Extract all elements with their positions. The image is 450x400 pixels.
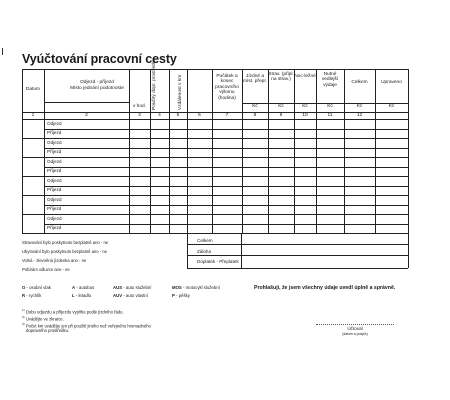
- row-label: Příjezd: [47, 225, 62, 231]
- page-title: Vyúčtování pracovní cesty: [22, 52, 177, 66]
- column-number: 10: [302, 113, 308, 118]
- footnote-3: $^{3)}$ Počet km uvádějte jen při použití jiného než veřejného hromadného: [22, 322, 151, 329]
- table-line: [169, 69, 170, 233]
- legend-aus: AUS - auto služební: [113, 285, 152, 290]
- note-stravovani: Stravování bylo poskytnuto bezplatně ano - ne: [22, 240, 109, 245]
- row-label: Příjezd: [47, 168, 62, 174]
- legend-a: A - autobus: [72, 285, 95, 290]
- table-line: [22, 195, 408, 196]
- table-line: [22, 157, 408, 158]
- column-number: 4: [158, 113, 161, 118]
- table-line: [294, 69, 295, 233]
- column-number: 1: [31, 113, 35, 118]
- table-line: [44, 69, 45, 233]
- footnote-2: $^{2)}$ Uvádějte ve zkratce.: [22, 315, 64, 322]
- column-number: 3: [138, 113, 141, 118]
- header-jizdne: Jízdné a míst. přepr.: [243, 74, 267, 85]
- kc-strav: Kč: [278, 104, 284, 109]
- table-line: [242, 69, 243, 233]
- table-line: [22, 119, 408, 120]
- kc-nutne: Kč: [327, 104, 333, 109]
- table-line: [22, 69, 408, 70]
- header-misto: Místo jednání podotnoste: [70, 86, 124, 91]
- summary-celkem: Celkem: [197, 238, 213, 243]
- signature-label: Účtoval: [347, 326, 363, 331]
- table-line: [187, 233, 188, 268]
- row-label: Odjezd: [47, 177, 62, 183]
- column-number: 7: [225, 113, 229, 118]
- column-number: 5: [176, 113, 180, 118]
- legend-p: P - pěšky: [172, 293, 190, 298]
- column-number: 6: [198, 113, 201, 118]
- header-vzdalenost: Vzdálenost v km: [178, 74, 183, 110]
- row-label: Příjezd: [47, 130, 62, 136]
- summary-zaloha: Záloha: [197, 249, 212, 254]
- table-line: [44, 102, 129, 103]
- table-line: [22, 214, 408, 215]
- row-label: Odjezd: [47, 139, 62, 145]
- binding-mark: [2, 48, 3, 55]
- table-line: [375, 69, 376, 233]
- legend-auv: AUV - auto vlastní: [113, 293, 148, 298]
- declaration: Prohlašuji, že jsem všechny údaje uvedl úplně a správně.: [254, 285, 396, 291]
- row-label: Příjezd: [47, 149, 62, 155]
- kc-upraveno: Kč: [388, 104, 395, 109]
- legend-r: R - rychlík: [22, 293, 42, 298]
- header-upraveno: Upraveno: [381, 80, 402, 85]
- header-v-hod: v hod.: [132, 104, 147, 109]
- header-nutne: Nutné vedlejší výdaje: [321, 72, 339, 88]
- header-strav: Strav. (připl. na strav.): [268, 72, 294, 83]
- table-line: [187, 255, 408, 256]
- header-odjezd-prijezd: Odjezd - příjezd: [80, 80, 114, 85]
- note-jizdenka: Volná - zlevněná jízdenka ano - ne: [22, 258, 87, 263]
- table-line: [22, 69, 23, 233]
- legend-o: O - osobní vlak: [22, 285, 51, 290]
- column-number: 2: [85, 113, 88, 118]
- header-nocne: Noc-ležné: [294, 74, 316, 79]
- table-line: [22, 138, 408, 139]
- legend-mos: MOS - motocykl služební: [172, 285, 220, 290]
- signature-sublabel: (datum a podpis): [342, 332, 368, 336]
- footnote-3-cont: dopravního prostředku.: [26, 328, 70, 333]
- row-label: Odjezd: [47, 120, 62, 126]
- table-line: [187, 268, 408, 269]
- column-number: 9: [279, 113, 283, 118]
- table-line: [22, 176, 408, 177]
- legend-l: L - letadlo: [72, 293, 92, 298]
- summary-doplatek: Doplatek - Přeplatek: [197, 259, 239, 264]
- kc-jizdne: Kč: [252, 104, 258, 109]
- note-ubytovani: Ubytování bylo poskytnuto bezplatně ano - ne: [22, 249, 107, 254]
- table-line: [187, 244, 408, 245]
- row-label: Odjezd: [47, 215, 62, 221]
- table-line: [187, 69, 188, 233]
- note-vdluvce: Pobírám vdluvce ano - ne: [22, 267, 70, 272]
- kc-nocne: Kč: [302, 104, 308, 109]
- signature-line: [316, 324, 394, 325]
- row-label: Příjezd: [47, 206, 62, 212]
- table-line: [22, 233, 408, 234]
- kc-celkem: Kč: [356, 104, 363, 109]
- table-line: [316, 69, 317, 233]
- footnote-1: $^{1)}$ Dobu odjezdu a příjezdu vyplňte podle jízdního řádu.: [22, 308, 124, 315]
- header-datum: Datum: [25, 87, 41, 92]
- header-celkem: Celkem: [351, 80, 368, 85]
- header-pocatek: Počátek a konec pracovního výkonu (hodina): [215, 74, 239, 101]
- column-number: 11: [327, 113, 333, 118]
- table-line: [344, 69, 345, 233]
- column-number: 8: [253, 113, 257, 118]
- header-pouzity-dopr: Použitý dopr. prostředek: [152, 58, 157, 110]
- column-number: 12: [356, 113, 363, 118]
- table-line: [268, 69, 269, 233]
- row-label: Odjezd: [47, 196, 62, 202]
- row-label: Příjezd: [47, 187, 62, 193]
- table-line: [408, 69, 409, 268]
- row-label: Odjezd: [47, 158, 62, 164]
- table-line: [150, 69, 151, 233]
- table-line: [241, 233, 242, 268]
- table-line: [129, 69, 130, 233]
